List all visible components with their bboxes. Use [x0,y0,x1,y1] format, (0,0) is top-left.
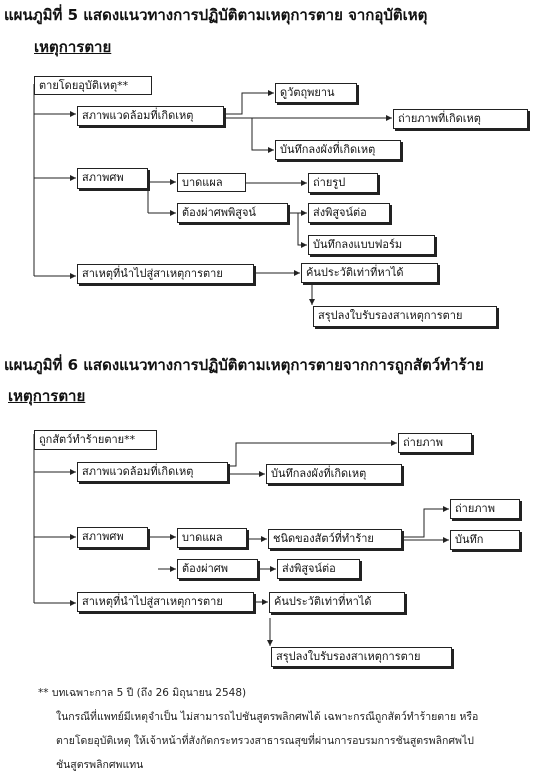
chart6-photo-top-box: ถ่ายภาพ [398,433,472,453]
chart6-wound-box: บาดแผล [177,528,247,548]
footnote-line-2: ในกรณีที่แพทย์มีเหตุจำเป็น ไม่สามารถไปชันสูตรพลิกศพได้ เฉพาะกรณีถูกสัตว์ทำร้ายตาย หรือ [56,711,479,723]
chart6-body-box: สภาพศพ [77,527,148,548]
chart6-cause-box: สาเหตุที่นำไปสู่สาเหตุการตาย [77,592,254,612]
chart5-photo-scene-box: ถ่ายภาพที่เกิดเหตุ [393,109,528,129]
chart6-root-box: ถูกสัตว์ทำร้ายตาย** [34,430,157,450]
chart5-inspect-box: ดูวัตถุพยาน [275,83,357,103]
chart5-title: แผนภูมิที่ 5 แสดงแนวทางการปฏิบัติตามเหตุการตาย จากอุบัติเหตุ [4,6,428,24]
chart6-autopsy-box: ต้องผ่าศพ [177,559,258,579]
chart6-animal-type-box: ชนิดของสัตว์ที่ทำร้าย [268,529,402,549]
chart6-conclude-box: สรุปลงใบรับรองสาเหตุการตาย [271,647,452,667]
chart6-send-test-box: ส่งพิสูจน์ต่อ [277,559,360,579]
chart6-history-box: ค้นประวัติเท่าที่หาได้ [269,592,405,613]
chart6-subtitle: เหตุการตาย [8,387,86,405]
footnote-line-4: ชันสูตรพลิกศพแทน [56,759,144,771]
footnote-line-3: ตายโดยอุบัติเหตุ ให้เจ้าหน้าที่สังกัดกระทรวงสาธารณสุขที่ผ่านการอบรมการชันสูตรพลิกศพไป [56,735,474,747]
chart6-record-chart-box: บันทึกลงผังที่เกิดเหตุ [266,464,402,484]
chart5-wound-box: บาดแผล [177,173,246,192]
chart5-cause-box: สาเหตุที่นำไปสู่สาเหตุการตาย [77,264,254,284]
chart6-title: แผนภูมิที่ 6 แสดงแนวทางการปฏิบัติตามเหตุการตายจากการถูกสัตว์ทำร้าย [4,356,484,374]
chart5-root-box: ตายโดยอุบัติเหตุ** [34,76,152,95]
chart5-scene-box: สภาพแวดล้อมที่เกิดเหตุ [77,106,224,126]
chart5-record-chart-box: บันทึกลงผังที่เกิดเหตุ [275,140,401,160]
chart6-scene-box: สภาพแวดล้อมที่เกิดเหตุ [77,462,228,482]
chart5-send-test-box: ส่งพิสูจน์ต่อ [308,203,390,223]
chart5-history-box: ค้นประวัติเท่าที่หาได้ [301,263,438,283]
chart6-record-box: บันทึก [450,530,520,550]
footnote-line-1: ** บทเฉพาะกาล 5 ปี (ถึง 26 มิถุนายน 2548) [38,687,247,699]
chart5-body-box: สภาพศพ [77,168,148,189]
chart5-photo-box: ถ่ายรูป [308,173,378,193]
chart5-subtitle: เหตุการตาย [34,38,112,56]
chart5-conclude-box: สรุปลงใบรับรองสาเหตุการตาย [313,306,497,327]
chart5-record-form-box: บันทึกลงแบบฟอร์ม [308,235,435,255]
chart5-autopsy-box: ต้องผ่าศพพิสูจน์ [177,203,288,223]
chart6-photo-right-box: ถ่ายภาพ [450,499,520,519]
